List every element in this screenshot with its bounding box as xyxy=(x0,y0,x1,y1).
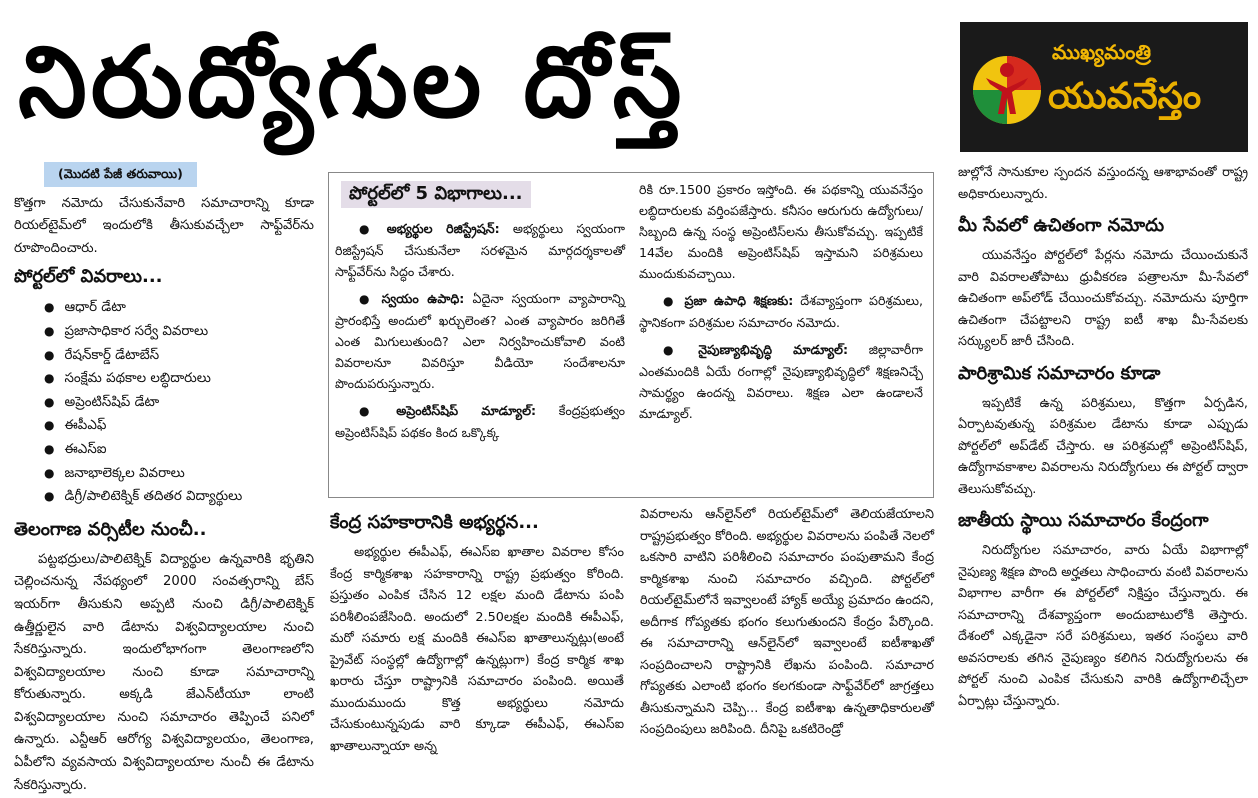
portal-details-list xyxy=(14,296,314,508)
column-2 xyxy=(330,506,624,757)
col1-intro: కొత్తగా నమోదు చేసుకునేవారి సమాచారాన్ని కూడా రియల్‌టైమ్‌లో ఇందులోకి తీసుకువచ్చేలా సాఫ్ట్‌వేర్‌ను రూపొందించారు. xyxy=(14,195,314,256)
list-item: ● సంక్షేమ పథకాల లబ్ధిదారులు xyxy=(44,367,314,391)
list-item: ● రేషన్‌కార్డ్ డేటాబేస్ xyxy=(44,344,314,368)
list-item: ● డిగ్రీ/పాలిటెక్నిక్ తదితర విద్యార్థులు xyxy=(44,485,314,509)
box-p2-head: ● స్వయం ఉపాధి: xyxy=(359,291,464,306)
box-p3-head: ● అప్రెంటిస్‌షిప్ మాడ్యూల్: xyxy=(359,403,536,418)
col4-body3: నిరుద్యోగుల సమాచారం, వారు ఏయే విభాగాల్లో నైపుణ్య శిక్షణ పొంది అర్హతలు సాధించారు వంటి వివరాలను విభాగాల వారీగా ఈ పోర్టల్‌లో నిక్షిప్తం చేస్తున్నారు. ఈ సమాచారాన్ని దేశవ్యాప్తంగా అందుబాటులోకి తెస్తారు. దేశంలో ఎక్కడైనా సరే పరిశ్రమలు, ఇతర సంస్థలు వారి అవసరాలకు తగిన నైపుణ్యం కలిగిన నిరుద్యోగులను ఈ పోర్టల్ నుంచి ఎంపిక చేసుకుని వారికి ఉద్యోగాలిచ్చేలా ఏర్పాట్లు చేస్తున్నారు. xyxy=(958,543,1248,709)
box-p4-head: ● ప్రజా ఉపాధి శిక్షణకు: xyxy=(663,293,793,308)
list-item: ● ఈఎస్ఐ xyxy=(44,438,314,462)
col2-body: అభ్యర్థుల ఈపీఎఫ్, ఈఎస్ఐ ఖాతాల వివరాల కోసం కేంద్ర కార్మికశాఖ సహకారాన్ని రాష్ట్ర ప్రభుత్వం కోరింది. ప్రస్తుతం ఎంపిక చేసిన 12 లక్షల మంది డేటాను పంపి పరిశీలింపజేసింది. అందులో 2.50లక్షల మందికి ఈపీఎఫ్, మరో సమారు లక్ష మందికి ఈఎస్ఐ ఖాతాలున్నట్లు(అంటే ప్రైవేట్ సంస్థల్లో ఉద్యోగాల్లో ఉన్నట్లుగా) కేంద్ర కార్మిక శాఖ ఖరారు చేస్తూ రాష్ట్రానికి సమాచారం పంపింది. అయితే ముందుముందు కొత్త అభ్యర్థులు నమోదు చేసుకుంటున్నపుడు వారి క్కూడా ఈపీఎఫ్, ఈఎస్ఐ ఖాతాలున్నాయా అన్న xyxy=(330,545,624,754)
col4-subhead-meeseva: మీ సేవలో ఉచితంగా నమోదు xyxy=(958,215,1165,236)
col1-subhead-telangana: తెలంగాణ వర్సిటీల నుంచీ.. xyxy=(14,518,207,540)
box-p2: ఏదైనా స్వయంగా వ్యాపారాన్ని ప్రారంభిస్తే అందులో ఖర్చులెంత? ఎంత వ్యాపారం జరిగితే ఎంత మిగులుతుంది? ఎలా నిర్వహించుకోవాలి వంటి వివరాలనూ వివరిస్తూ వీడియో సందేశాలనూ పొందుపరుస్తున్నారు. xyxy=(335,290,625,391)
box-p1-head: ● అభ్యర్థుల రిజిస్ట్రేషన్: xyxy=(359,221,500,236)
column-4 xyxy=(958,162,1248,712)
five-sections-box xyxy=(328,172,934,498)
continued-label: (మొదటి పేజీ తరువాయి) xyxy=(44,162,197,187)
box-right-column xyxy=(639,179,923,424)
list-item: ● ఆధార్ డేటా xyxy=(44,296,314,320)
logo-line1: ముఖ్యమంత్రి xyxy=(1052,40,1152,64)
col4-subhead-national: జాతీయ స్థాయి సమాచారం కేంద్రంగా xyxy=(958,510,1209,531)
col2-subhead: కేంద్ర సహకారానికి అభ్యర్థన... xyxy=(330,512,539,533)
figure-logo-icon xyxy=(968,48,1046,128)
col4-body1: యువనేస్తం పోర్టల్‌లో పేర్లను నమోదు చేయించుకునే వారి వివరాలతోపాటు ధ్రువీకరణ పత్రాలనూ మీ-సేవలో ఉచితంగా అప్‌లోడ్ చేయించుకోవచ్చు. నమోదును పూర్తిగా ఉచితంగా చేపట్టాలని రాష్ట్ర ఐటీ శాఖ మీ-సేవలకు సర్క్యులర్ జారీ చేసింది. xyxy=(958,248,1248,349)
column-1 xyxy=(14,162,314,797)
col3-body: వివరాలను ఆన్‌లైన్‌లో రియల్‌టైమ్‌లో తెలియజేయాలని రాష్ట్రప్రభుత్వం కోరింది. అభ్యర్థుల వివరాలను పంపితే నెలలో ఒకసారి వాటిని పరిశీలించి సమాచారం పంపుతామని కేంద్ర కార్మికశాఖ నుంచి సమాచారం వచ్చింది. పోర్టల్‌లో రియల్‌టైమ్‌లోనే ఇవ్వాలంటే హ్యాక్ అయ్యే ప్రమాదం ఉందని, అదీగాక గోప్యతకు భంగం కలుగుతుందని కేంద్రం పేర్కొంది. ఈ సమాచారాన్ని ఆన్‌లైన్‌లో ఇవ్వాలంటే ఐటీశాఖతో సంప్రదించాలని రాష్ట్రానికి లేఖను పంపింది. సమాచార గోప్యతకు ఎలాంటి భంగం కలగకుండా సాఫ్ట్‌వేర్‌లో జాగ్రత్తలు తీసుకున్నామని చెప్పి... కేంద్ర ఐటీశాఖ ఉన్నతాధికారులతో సంప్రదింపులు జరిపింది. దీనిపై ఒకటిరెండ్రో xyxy=(640,507,934,737)
box-p4: దేశవ్యాప్తంగా పరిశ్రమలు, స్థానికంగా పరిశ్రమల సమాచారం నమోదు. xyxy=(639,293,923,330)
box-p5-head: ● నైపుణ్యాభివృద్ధి మాడ్యూల్: xyxy=(663,342,848,357)
box-title: పోర్టల్‌లో 5 విభాగాలు... xyxy=(341,181,531,208)
col4-subhead-industry: పారిశ్రామిక సమాచారం కూడా xyxy=(958,362,1161,384)
box-left-column xyxy=(335,173,625,443)
box-p3b: రికి రూ.1500 ప్రకారం ఇస్తోంది. ఈ పథకాన్ని యువనేస్తం లబ్ధిదారులకు వర్తింపజేస్తారు. కనీసం ఆరుగురు ఉద్యోగులు/సిబ్బంది ఉన్న సంస్థ అప్రెంటిస్‌లను తీసుకోవచ్చు. ఇప్పటికే 14వేల మందికి అప్రెంటిస్‌షిప్ ఇస్తామని పరిశ్రమలు ముందుకువచ్చాయి. xyxy=(639,182,923,281)
col1-body: పట్టభద్రులు/పాలిటెక్నిక్ విద్యార్థుల ఉన్నవారికి భృతిని చెల్లించనున్న నేపథ్యంలో 2000 సంవత్సరాన్ని బేస్ ఇయర్‌గా తీసుకుని అప్పటి నుంచి డిగ్రీ/పాలిటెక్నిక్ ఉత్తీర్ణులైన వారి డేటాను విశ్వవిద్యాలయాల నుంచి సేకరిస్తున్నారు. ఇందులోభాగంగా తెలంగాణలోని విశ్వవిద్యాలయాల నుంచి కూడా సమాచారాన్ని కోరుతున్నారు. అక్కడి జేఎన్‌టీయూ లాంటి విశ్వవిద్యాలయాల నుంచి సమాచారం తెప్పించే పనిలో ఉన్నారు. ఎన్టీఆర్ ఆరోగ్య విశ్వవిద్యాలయం, తెలంగాణ, ఏపీలోని వ్యవసాయ విశ్వవిద్యాలయాల నుంచీ ఈ డేటాను సేకరిస్తున్నారు. xyxy=(14,551,314,793)
col4-intro: జుల్లోనే సానుకూల స్పందన వస్తుందన్న ఆశాభావంతో రాష్ట్ర అధికారులున్నారు. xyxy=(958,165,1248,202)
box-p3: కేంద్రప్రభుత్వం అప్రెంటిస్‌షిప్ పథకం కింద ఒక్కొక్క xyxy=(335,402,625,440)
list-item: ● ప్రజాసాధికార సర్వే వివరాలు xyxy=(44,320,314,344)
headline: నిరుద్యోగుల దోస్త్ xyxy=(18,26,686,140)
box-p5: జిల్లావారీగా ఎంతమందికి ఏయే రంగాల్లో నైపుణ్యాభివృద్ధిలో శిక్షణనిచ్చే సామర్థ్యం ఉందన్న వివరాలు. శిక్షణ ఎలా ఉండాలనే మాడ్యూల్. xyxy=(639,342,923,421)
list-item: ● జనాభాలెక్కల వివరాలు xyxy=(44,462,314,486)
col1-subhead-portal: పోర్టల్‌లో వివరాలు... xyxy=(14,266,163,288)
list-item: ● ఈపీఎఫ్ xyxy=(44,414,314,438)
box-p1: అభ్యర్థులు స్వయంగా రిజిస్ట్రేషన్ చేసుకునేలా సరళమైన మార్గదర్శకాలతో సాఫ్ట్‌వేర్‌ను సిద్ధం చేశారు. xyxy=(335,220,625,279)
list-item: ● అప్రెంటిస్‌షిప్ డేటా xyxy=(44,391,314,415)
column-3 xyxy=(640,504,934,741)
col4-body2: ఇప్పటికే ఉన్న పరిశ్రమలు, కొత్తగా ఏర్పడిన, ఏర్పాటవుతున్న పరిశ్రమల డేటాను కూడా ఎప్పుడు పోర్టల్‌లో అప్‌డేట్ చేస్తారు. ఆ పరిశ్రమల్లో అప్రెంటిస్‌షిప్, ఉద్యోగావకాశాల వివరాలను నిరుద్యోగులు ఈ పోర్టల్ ద్వారా తెలుసుకోవచ్చు. xyxy=(958,395,1248,497)
logo-line2: యువనేస్తం xyxy=(1048,76,1202,117)
yuvanestham-logo xyxy=(960,22,1248,152)
